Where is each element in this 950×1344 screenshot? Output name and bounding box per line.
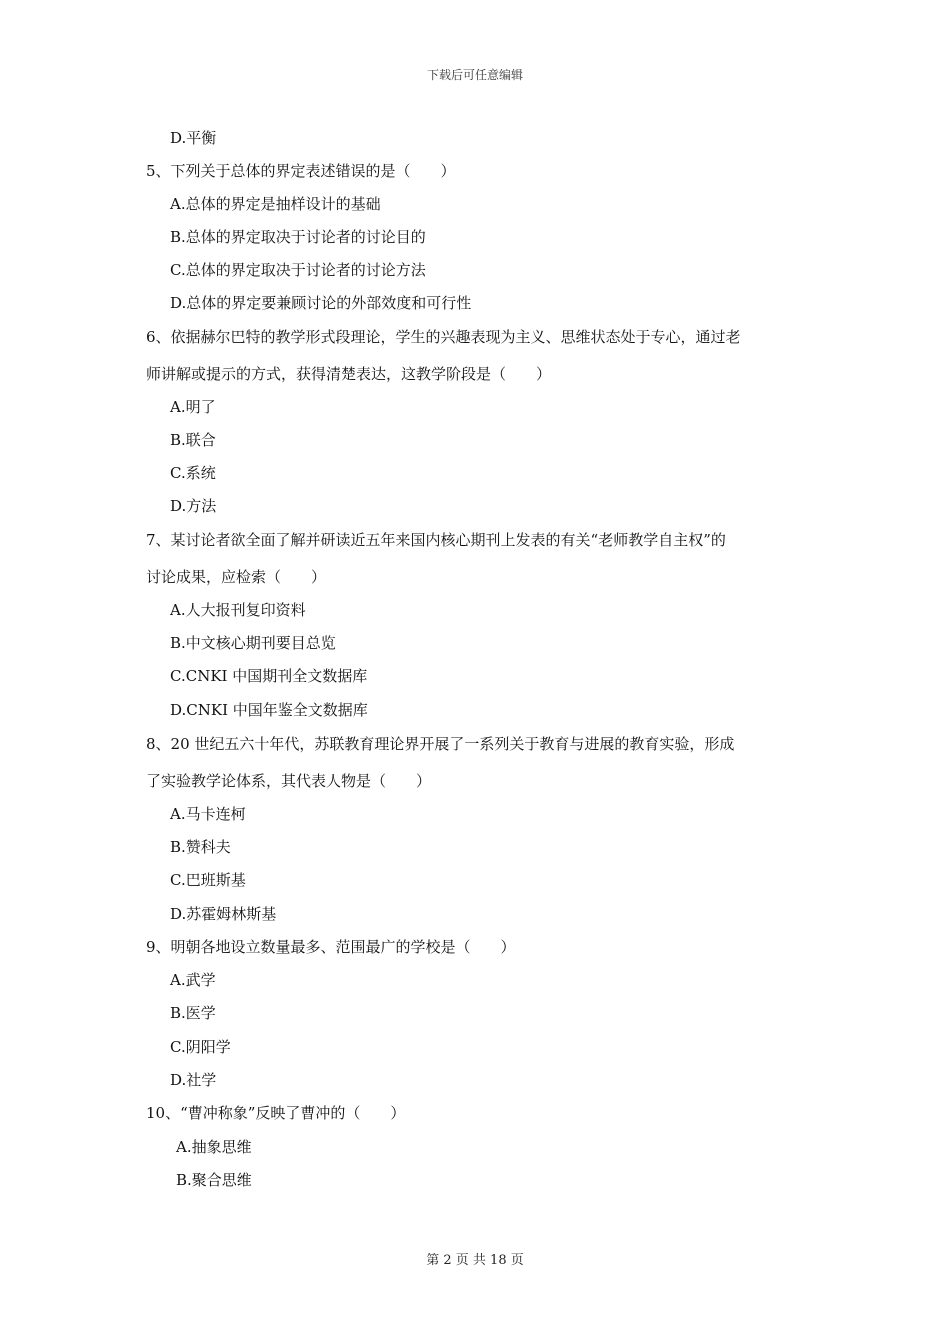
question-5: 5、下列关于总体的界定表述错误的是（ ） [146, 162, 456, 180]
option-line: A.抽象思维 [176, 1138, 252, 1156]
question-8: 8、20 世纪五六十年代，苏联教育理论界开展了一系列关于教育与进展的教育实验，形成 [146, 735, 735, 753]
option-line: A.总体的界定是抽样设计的基础 [170, 195, 381, 213]
option-line: A.明了 [170, 398, 216, 416]
option-line: B.医学 [170, 1004, 216, 1022]
option-line: C.总体的界定取决于讨论者的讨论方法 [170, 261, 426, 279]
option-line: C.阴阳学 [170, 1038, 231, 1056]
option-line: D.总体的界定要兼顾讨论的外部效度和可行性 [170, 294, 472, 312]
question-6: 6、依据赫尔巴特的教学形式段理论，学生的兴趣表现为主义、思维状态处于专心，通过老 [146, 328, 741, 346]
option-line: B.赞科夫 [170, 838, 231, 856]
option-line: B.中文核心期刊要目总览 [170, 634, 336, 652]
option-line: B.聚合思维 [176, 1171, 252, 1189]
option-line: A.武学 [170, 971, 216, 989]
question-7: 7、某讨论者欲全面了解并研读近五年来国内核心期刊上发表的有关“老师教学自主权”的 [146, 531, 726, 549]
option-line: D.方法 [170, 497, 217, 515]
question-7-cont: 讨论成果，应检索（ ） [146, 568, 327, 586]
page-header: 下载后可任意编辑 [426, 68, 523, 82]
option-line: C.巴班斯基 [170, 871, 246, 889]
question-8-cont: 了实验教学论体系，其代表人物是（ ） [146, 772, 432, 790]
question-9: 9、明朝各地设立数量最多、范围最广的学校是（ ） [146, 938, 516, 956]
question-6-cont: 师讲解或提示的方式，获得清楚表达，这教学阶段是（ ） [146, 365, 552, 383]
option-line: D.平衡 [170, 129, 217, 147]
option-line: A.马卡连柯 [170, 805, 246, 823]
option-line: C.系统 [170, 464, 216, 482]
page-footer: 第 2 页 共 18 页 [426, 1253, 524, 1268]
option-line: D.苏霍姆林斯基 [170, 905, 277, 923]
option-line: C.CNKI 中国期刊全文数据库 [170, 667, 368, 685]
option-line: A.人大报刊复印资料 [170, 601, 306, 619]
option-line: D.CNKI 中国年鉴全文数据库 [170, 701, 368, 719]
question-10: 10、“曹冲称象”反映了曹冲的（ ） [146, 1104, 406, 1122]
option-line: B.总体的界定取决于讨论者的讨论目的 [170, 228, 426, 246]
option-line: B.联合 [170, 431, 216, 449]
option-line: D.社学 [170, 1071, 217, 1089]
